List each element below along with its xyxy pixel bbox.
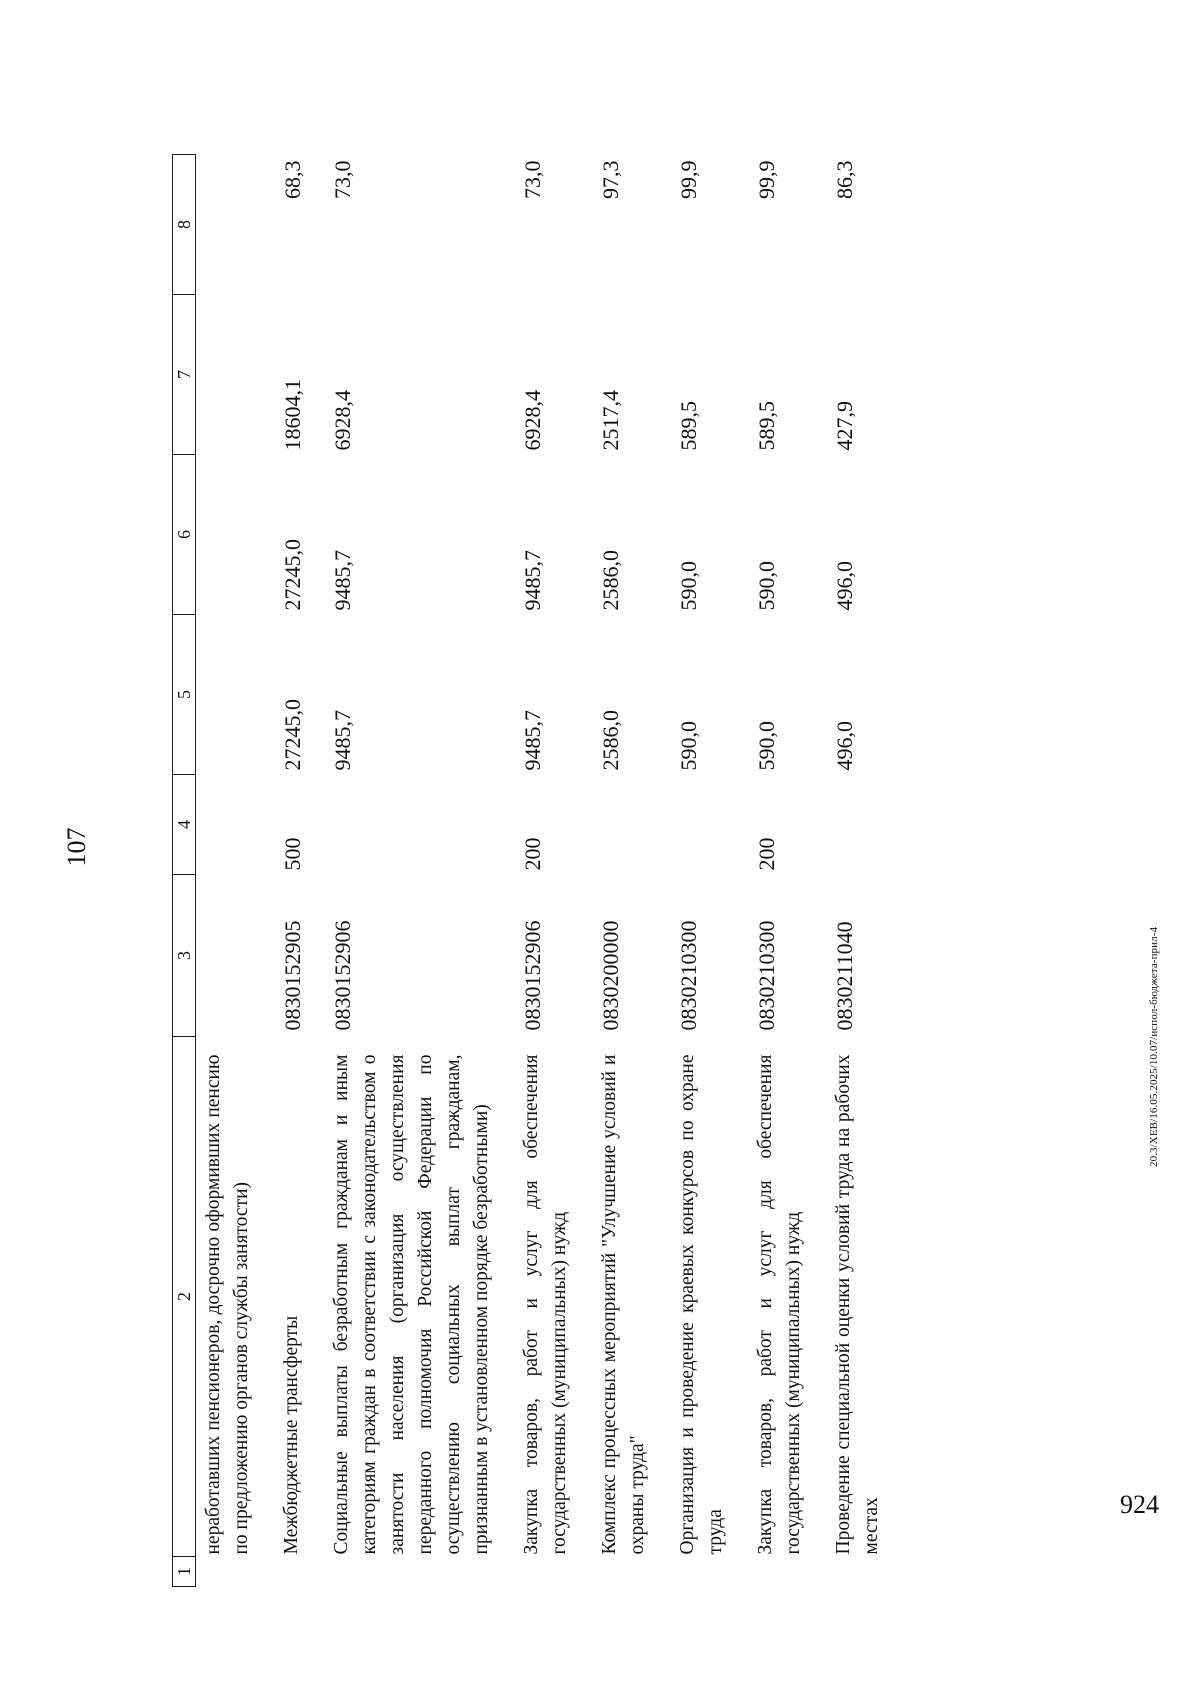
table-row [748,155,826,1587]
row-expense-type [592,775,670,875]
row-code: 0830211040 [832,921,857,1031]
row-expense-type [324,775,514,875]
row-refined-plan: 496,0 [832,561,857,611]
row-percent [196,155,275,295]
row-refined-plan [196,455,275,615]
page-number: 107 [62,827,91,867]
row-expense-type: 200 [520,837,545,871]
table-row [274,155,324,1587]
column-header: 4 [173,775,196,875]
row-code: 0830200000 [598,920,623,1031]
row-description: Межбюджетные трансферты [281,1315,302,1555]
sheet-number: 924 [1120,1490,1159,1519]
column-header: 8 [173,155,196,295]
row-refined-plan: 590,0 [754,561,779,611]
row-code: 0830210300 [676,920,701,1031]
row-plan: 9485,7 [330,710,355,771]
row-description: Закупка товаров, работ и услуг для обеспечения государственных (муниципальных) нужд [755,1054,804,1555]
row-refined-plan: 2586,0 [598,550,623,611]
column-header: 1 [173,1557,196,1587]
row-percent: 99,9 [676,160,701,199]
row-description: Социальные выплаты безработным гражданам и иным категориям граждан в соответствии с законодательством о занятости населения (организация осуществления переданного полномочия Российской Федерации по осуществлению социальных выплат гражданам, признанным в установленном порядке безработными) [331,1054,492,1555]
row-description: Организация и проведение краевых конкурсов по охране труда [677,1054,726,1555]
row-plan: 496,0 [832,721,857,771]
row-code: 0830210300 [754,920,779,1031]
row-percent: 86,3 [832,160,857,199]
row-percent: 97,3 [598,160,623,199]
row-executed: 6928,4 [520,390,545,451]
row-code [196,875,275,1037]
row-description: неработавших пенсионеров, досрочно оформивших пенсию по предложению органов службы занятости) [203,1054,252,1555]
row-plan: 2586,0 [598,710,623,771]
row-executed: 2517,4 [598,390,623,451]
row-plan: 27245,0 [280,699,305,771]
table-cell [592,1557,670,1587]
column-header-row [173,155,196,1587]
row-refined-plan: 9485,7 [520,550,545,611]
table-row [826,155,904,1587]
row-plan: 590,0 [676,721,701,771]
table-row [514,155,592,1587]
budget-table [172,154,904,1587]
row-expense-type: 500 [280,837,305,871]
table-cell [274,1557,324,1587]
table-row [670,155,748,1587]
row-percent: 73,0 [520,160,545,199]
row-plan [196,615,275,775]
row-percent: 99,9 [754,160,779,199]
row-executed [196,295,275,455]
row-refined-plan: 590,0 [676,561,701,611]
row-plan: 9485,7 [520,710,545,771]
table-cell [826,1557,904,1587]
row-executed: 6928,4 [330,390,355,451]
table-cell [670,1557,748,1587]
column-header: 2 [173,1037,196,1557]
row-refined-plan: 27245,0 [280,539,305,611]
row-description: Проведение специальной оценки условий труда на рабочих местах [833,1054,882,1555]
table-cell [196,1557,275,1587]
row-expense-type [196,775,275,875]
table-cell [514,1557,592,1587]
table-row [592,155,670,1587]
row-plan: 590,0 [754,721,779,771]
column-header: 5 [173,615,196,775]
row-executed: 427,9 [832,401,857,451]
row-expense-type [826,775,904,875]
row-executed: 18604,1 [280,379,305,451]
column-header: 3 [173,875,196,1037]
row-code: 0830152906 [330,920,355,1031]
row-expense-type: 200 [754,837,779,871]
row-description: Комплекс процессных мероприятий "Улучшение условий и охраны труда" [599,1054,648,1555]
column-header: 6 [173,455,196,615]
column-header: 7 [173,295,196,455]
table-cell [748,1557,826,1587]
row-refined-plan: 9485,7 [330,550,355,611]
row-executed: 589,5 [676,401,701,451]
document-footer: 20.3/ХЕВ/16.05.2025/10.07/испол-бюджета-прил-4 [1148,926,1160,1167]
row-code: 0830152905 [280,920,305,1031]
row-executed: 589,5 [754,401,779,451]
table-row [324,155,514,1587]
row-percent: 68,3 [280,160,305,199]
row-code: 0830152906 [520,920,545,1031]
table-cell [324,1557,514,1587]
table-row [196,155,275,1587]
row-percent: 73,0 [330,160,355,199]
row-expense-type [670,775,748,875]
row-description: Закупка товаров, работ и услуг для обеспечения государственных (муниципальных) нужд [521,1054,570,1555]
